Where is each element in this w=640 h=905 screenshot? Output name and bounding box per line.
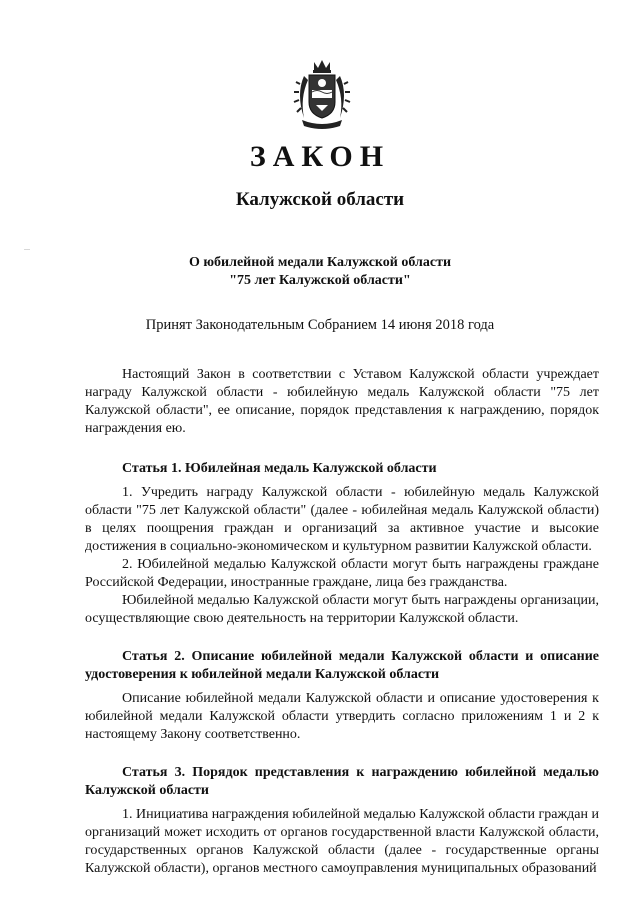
article-1-paragraph-3: Юбилейной медалью Калужской области могут быть награждены организации, осуществляющие свою деятельность на территории Калужской области. (85, 593, 599, 626)
article-3-paragraph-1: 1. Инициатива награждения юбилейной медалью Калужской области граждан и организаций может исходить от органов государственной власти Калужской области, государственных органов Калужской области (далее - государственные органы Калужской области), органов местного самоуправления муниципальных образований (85, 807, 599, 876)
article-2-paragraph-1: Описание юбилейной медали Калужской области и описание удостоверения к юбилейной медали Калужской области утвердить согласно приложениям 1 и 2 к настоящему Закону соответственно. (85, 691, 599, 742)
document-subtitle: Калужской области (235, 189, 405, 210)
article-1-paragraph-1: 1. Учредить награду Калужской области - юбилейную медаль Калужской области "75 лет Калужской области" (далее - юбилейная медаль Калужской области) в целях поощрения граждан и организаций за активное участие и высокие достижения в социально-экономическом и культурном развитии Калужской области. (85, 485, 599, 554)
law-name (0, 254, 640, 290)
article-3-heading: Статья 3. Порядок представления к награждению юбилейной медалью Калужской области (85, 765, 599, 798)
adoption-date: Принят Законодательным Собранием 14 июня 2018 года (145, 317, 495, 333)
article-1-heading: Статья 1. Юбилейная медаль Калужской области (122, 461, 437, 476)
article-1-paragraph-2: 2. Юбилейной медалью Калужской области могут быть награждены граждане Российской Федерации, иностранные граждане, лица без гражданства. (85, 557, 599, 590)
law-name-line-2: "75 лет Калужской области" (229, 273, 411, 288)
margin-mark: ... (24, 243, 30, 252)
article-2-heading: Статья 2. Описание юбилейной медали Калужской области и описание удостоверения к юбилейной медали Калужской области (85, 649, 599, 682)
coat-of-arms-icon (292, 58, 352, 130)
law-name-line-1: О юбилейной медали Калужской области (188, 255, 452, 270)
intro-paragraph: Настоящий Закон в соответствии с Уставом Калужской области учреждает награду Калужской области - юбилейную медаль Калужской области "75 лет Калужской области", ее описание, порядок представления к награждению, порядок награждения ею. (85, 367, 599, 436)
document-title: ЗАКОН (249, 140, 391, 173)
law-body (85, 366, 599, 878)
